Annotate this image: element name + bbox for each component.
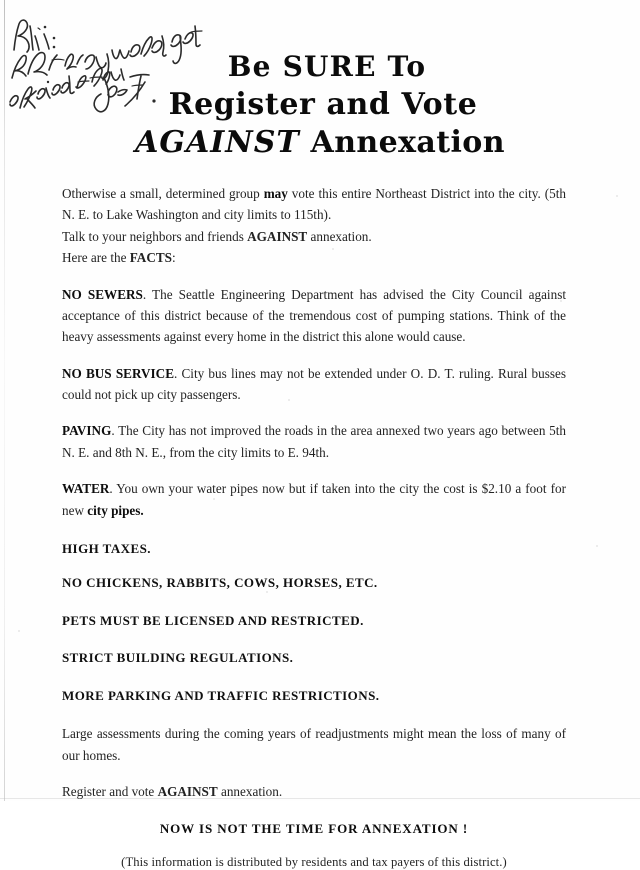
headline-line-1: Be SURE To (227, 50, 427, 83)
section-heading-no-bus-service: NO BUS SERVICE (62, 365, 175, 381)
spacer (62, 558, 566, 573)
section-no-sewers (62, 284, 566, 348)
bold-item-pets-licensed: PETS MUST BE LICENSED AND RESTRICTED. (62, 612, 364, 628)
section-body-no-bus-service: . City bus lines may not be extended under O. D. T. ruling. Rural busses could not pick up city passengers. (62, 365, 566, 402)
slogan-line: NOW IS NOT THE TIME FOR ANNEXATION ! (159, 820, 469, 836)
register-text-c: annexation. (217, 784, 283, 800)
spacer (62, 593, 566, 611)
spacer (62, 521, 566, 539)
headline-block (0, 52, 640, 159)
section-body-water: . You own your water pipes now but if taken into the city the cost is $2.10 a foot for new (62, 481, 566, 518)
scan-speck (596, 545, 598, 547)
here-are-facts-line (62, 247, 566, 268)
spacer (62, 463, 566, 478)
section-no-bus-service (62, 363, 566, 406)
spacer (62, 705, 566, 723)
section-water-bold-tail: city pipes. (87, 502, 144, 518)
spacer (62, 668, 566, 686)
closing-paragraph: Large assessments during the coming years of readjustments might mean the loss of many of our homes. (62, 726, 566, 763)
section-body-paving: . The City has not improved the roads in the area annexed two years ago between 5th N. E. and 8th N. E., from the city limits to E. 94th. (62, 423, 566, 460)
facts-emphasis: FACTS (129, 250, 172, 266)
spacer (62, 348, 566, 363)
spacer (62, 837, 566, 855)
intro-text-c: vote this entire Northeast District into the city. (5th N. E. to Lake Washington and city limits to 115th). (62, 186, 566, 223)
section-heading-paving: PAVING (62, 423, 112, 439)
intro-text-a: Otherwise a small, determined group (62, 186, 264, 201)
fineprint-line: (This information is distributed by residents and tax payers of this district.) (121, 854, 507, 869)
intro-paragraph (62, 183, 566, 226)
talk-to-neighbors-line (62, 226, 566, 247)
scan-speck (616, 195, 618, 197)
headline-against-emphasis: AGAINST (135, 125, 300, 161)
bold-item-high-taxes: HIGH TAXES. (62, 540, 151, 556)
spacer (62, 269, 566, 284)
headline-annexation-word: Annexation (310, 125, 505, 161)
register-and-vote-line (62, 781, 566, 802)
bold-item-no-chickens: NO CHICKENS, RABBITS, COWS, HORSES, ETC. (62, 575, 378, 591)
register-text-a: Register and vote (62, 784, 158, 800)
intro-may-emphasis: may (263, 186, 288, 201)
spacer (62, 405, 566, 420)
spacer (62, 630, 566, 648)
scan-speck (18, 630, 20, 632)
section-heading-no-sewers: NO SEWERS (62, 286, 143, 302)
section-water (62, 478, 566, 521)
register-against-emphasis: AGAINST (157, 784, 218, 800)
section-heading-water: WATER (62, 481, 110, 497)
headline-line-3 (0, 127, 640, 159)
bold-item-strict-building: STRICT BUILDING REGULATIONS. (62, 650, 294, 666)
section-body-no-sewers: . The Seattle Engineering Department has advised the City Council against acceptance of this district because of the tremendous cost of pumping stations. Think of the heavy assessments against every home in the district this alone would cause. (62, 286, 566, 345)
section-paving (62, 420, 566, 463)
talk-text-c: annexation. (307, 228, 372, 244)
spacer (62, 803, 566, 821)
facts-text-a: Here are the (62, 250, 130, 266)
headline-line-2: Register and Vote (168, 86, 478, 122)
talk-text-a: Talk to your neighbors and friends (62, 228, 248, 244)
body-column (62, 183, 566, 870)
spacer (62, 766, 566, 781)
talk-against-emphasis: AGAINST (247, 228, 308, 244)
bold-item-more-parking: MORE PARKING AND TRAFFIC RESTRICTIONS. (62, 687, 380, 703)
facts-text-c: : (172, 250, 176, 266)
